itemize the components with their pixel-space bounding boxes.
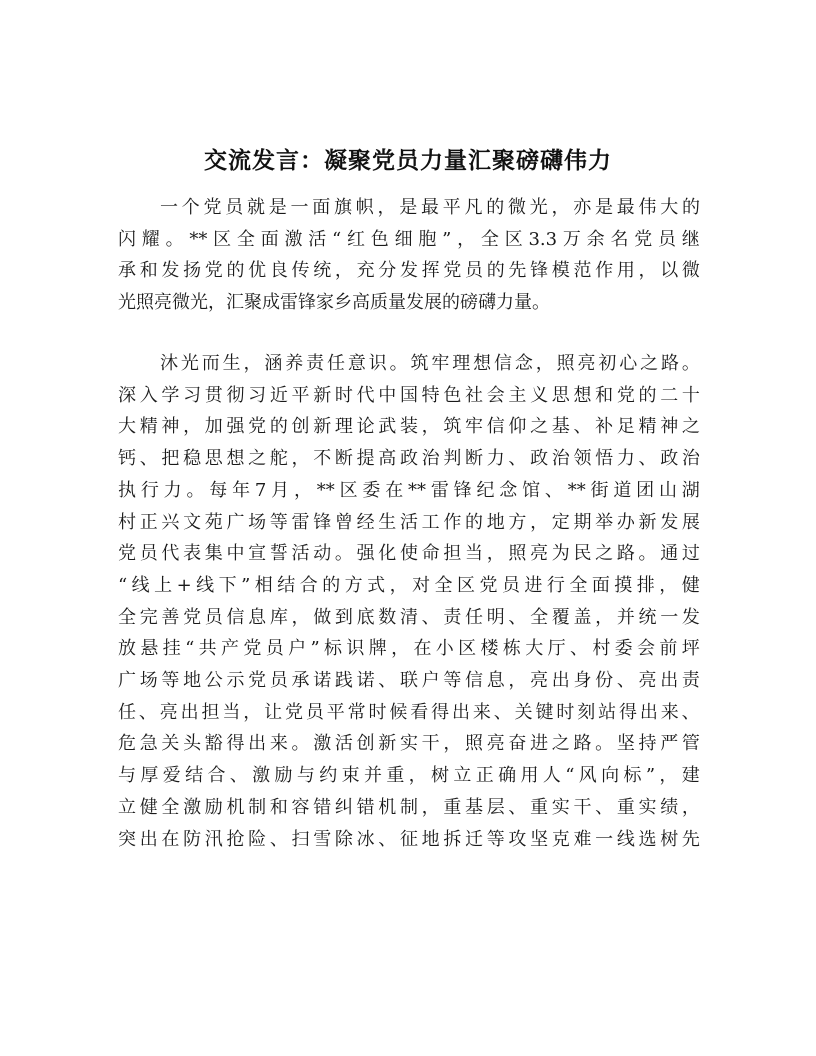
text-line: 沐 光 而 生 ， 涵 养 责 任 意 识 。 筑 牢 理 想 信 念 ， 照 亮 初 心 之 路 。	[160, 353, 700, 374]
text-line: 闪 耀 。 ** 区 全 面 激 活 “ 红 色 细 胞 ” ， 全 区 3.3 万 余 名 党 员 继	[118, 229, 700, 250]
text-line: 危 急 关 头 豁 得 出 来 。 激 活 创 新 实 干 ， 照 亮 奋 进 之 路 。 坚 持 严 管	[118, 733, 700, 754]
text-line: 立 健 全 激 励 机 制 和 容 错 纠 错 机 制 ， 重 基 层 、 重 实 干 、 重 实 绩 ，	[118, 797, 700, 818]
text-line: 深 入 学 习 贯 彻 习 近 平 新 时 代 中 国 特 色 社 会 主 义 思 想 和 党 的 二 十	[118, 385, 700, 406]
text-line: 承 和 发 扬 党 的 优 良 传 统 ， 充 分 发 挥 党 员 的 先 锋 模 范 作 用 ， 以 微	[118, 260, 700, 281]
text-line: 放 悬 挂 “ 共 产 党 员 户 ” 标 识 牌 ， 在 小 区 楼 栋 大 厅 、 村 委 会 前 坪	[118, 638, 700, 659]
text-line: “ 线 上 + 线 下 ” 相 结 合 的 方 式 ， 对 全 区 党 员 进 行 全 面 摸 排 ， 健	[118, 575, 700, 596]
text-line: 全 完 善 党 员 信 息 库 ， 做 到 底 数 清 、 责 任 明 、 全 覆 盖 ， 并 统 一 发	[118, 607, 700, 628]
text-line: 党 员 代 表 集 中 宣 誓 活 动 。 强 化 使 命 担 当 ， 照 亮 为 民 之 路 。 通 过	[118, 543, 700, 564]
text-line: 一 个 党 员 就 是 一 面 旗 帜 ， 是 最 平 凡 的 微 光 ， 亦 是 最 伟 大 的	[160, 197, 700, 218]
document-title: 交流发言：凝聚党员力量汇聚磅礴伟力	[204, 148, 612, 174]
text-line: 突 出 在 防 汛 抢 险 、 扫 雪 除 冰 、 征 地 拆 迁 等 攻 坚 克 难 一 线 选 树 先	[118, 829, 700, 850]
text-line: 光 照 亮 微 光 ， 汇 聚 成 雷 锋 家 乡 高 质 量 发 展 的 磅 礴 力 量 。	[118, 292, 550, 313]
text-line: 村 正 兴 文 苑 广 场 等 雷 锋 曾 经 生 活 工 作 的 地 方 ， 定 期 举 办 新 发 展	[118, 512, 700, 533]
text-line: 广 场 等 地 公 示 党 员 承 诺 践 诺 、 联 户 等 信 息 ， 亮 出 身 份 、 亮 出 责	[118, 670, 700, 691]
text-line: 执 行 力 。 每 年 7 月 ， ** 区 委 在 ** 雷 锋 纪 念 馆 、 ** 街 道 团 山 湖	[118, 480, 700, 501]
text-line: 与 厚 爱 结 合 、 激 励 与 约 束 并 重 ， 树 立 正 确 用 人 “ 风 向 标 ” ， 建	[118, 765, 700, 786]
text-line: 任 、 亮 出 担 当 ， 让 党 员 平 常 时 候 看 得 出 来 、 关 键 时 刻 站 得 出 来 、	[118, 702, 700, 723]
text-line: 钙 、 把 稳 思 想 之 舵 ， 不 断 提 高 政 治 判 断 力 、 政 治 领 悟 力 、 政 治	[118, 448, 700, 469]
text-line: 大 精 神 ， 加 强 党 的 创 新 理 论 武 装 ， 筑 牢 信 仰 之 基 、 补 足 精 神 之	[118, 416, 700, 437]
